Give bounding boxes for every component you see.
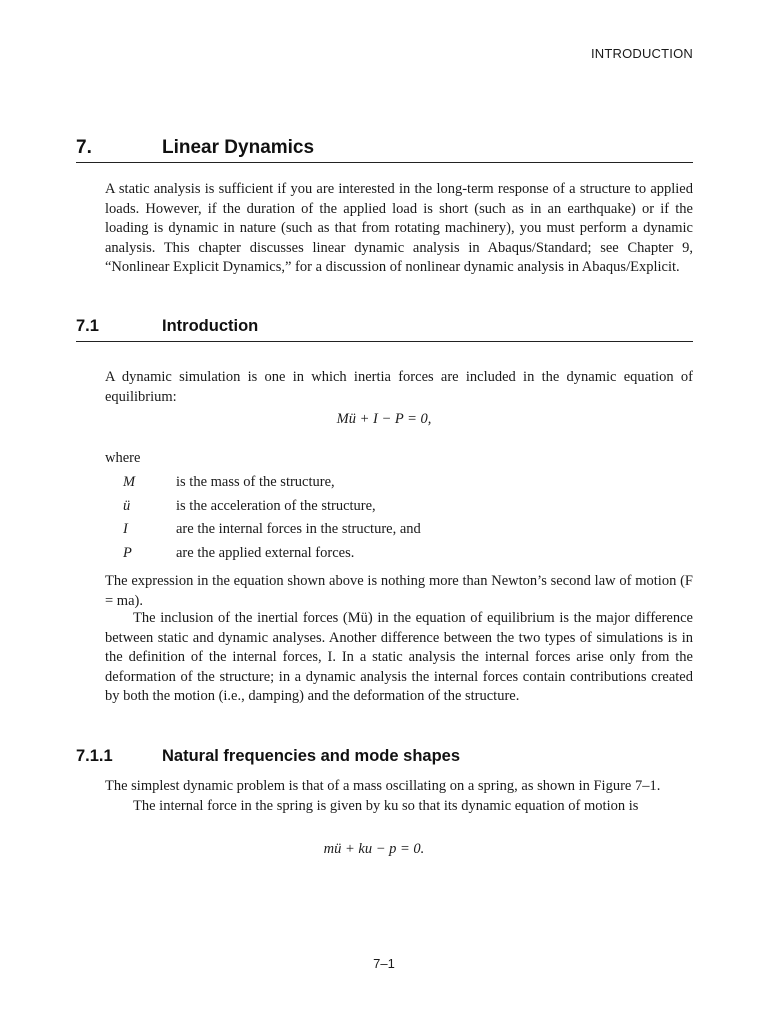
definition-text: are the applied external forces. bbox=[176, 545, 355, 562]
definition-text: is the acceleration of the structure, bbox=[176, 497, 376, 514]
subsection-heading bbox=[76, 747, 693, 769]
chapter-title: Linear Dynamics bbox=[162, 137, 315, 158]
definition-symbol: P bbox=[123, 545, 132, 562]
section-title: Introduction bbox=[162, 317, 259, 335]
page-number: 7–1 bbox=[373, 956, 395, 971]
section-paragraph-2: The expression in the equation shown above is nothing more than Newton’s second law of motion (F = ma). bbox=[105, 573, 693, 609]
chapter-number: 7. bbox=[76, 137, 92, 158]
section-heading bbox=[76, 317, 693, 342]
motion-equation: mü + ku − p = 0. bbox=[323, 841, 425, 857]
subsection-paragraph-1: The simplest dynamic problem is that of a mass oscillating on a spring, as shown in Figure 7–1. bbox=[105, 778, 661, 794]
subsection-paragraph-2: The internal force in the spring is given by ku so that its dynamic equation of motion is bbox=[133, 798, 639, 814]
section-paragraph-1: A dynamic simulation is one in which inertia forces are included in the dynamic equation of equilibrium: bbox=[105, 369, 693, 405]
subsection-title: Natural frequencies and mode shapes bbox=[162, 747, 461, 765]
definition-symbol: I bbox=[123, 521, 128, 538]
subsection-number: 7.1.1 bbox=[76, 747, 113, 765]
chapter-heading bbox=[76, 137, 693, 163]
section-paragraph-3: The inclusion of the inertial forces (Mü) in the equation of equilibrium is the major difference between static and dynamic analyses. Another difference between the two types of simulations is in the definition of the internal forces, I. In a static analysis the internal forces arise only from the deformation of the structure; in a dynamic analysis the internal forces contain contributions created by both the motion (i.e., damping) and the deformation of the structure. bbox=[105, 610, 693, 704]
where-label: where bbox=[105, 450, 141, 466]
definition-text: is the mass of the structure, bbox=[176, 474, 335, 490]
equilibrium-equation: Mü + I − P = 0, bbox=[336, 411, 432, 427]
definition-symbol: ü bbox=[123, 497, 131, 514]
definition-text: are the internal forces in the structure, and bbox=[176, 521, 421, 538]
section-number: 7.1 bbox=[76, 317, 99, 335]
chapter-intro-paragraph: A static analysis is sufficient if you are interested in the long-term response of a structure to applied loads. However, if the duration of the applied load is short (such as in an earthquake) or if the loading is dynamic in nature (such as that from rotating machinery), you must perform a dynamic analysis. This chapter discusses linear dynamic analysis in Abaqus/Standard; see Chapter 9, “Nonlinear Explicit Dynamics,” for a discussion of nonlinear dynamic analysis in Abaqus/Explicit. bbox=[105, 181, 693, 275]
definition-symbol: M bbox=[123, 474, 136, 490]
running-head: INTRODUCTION bbox=[590, 46, 693, 61]
